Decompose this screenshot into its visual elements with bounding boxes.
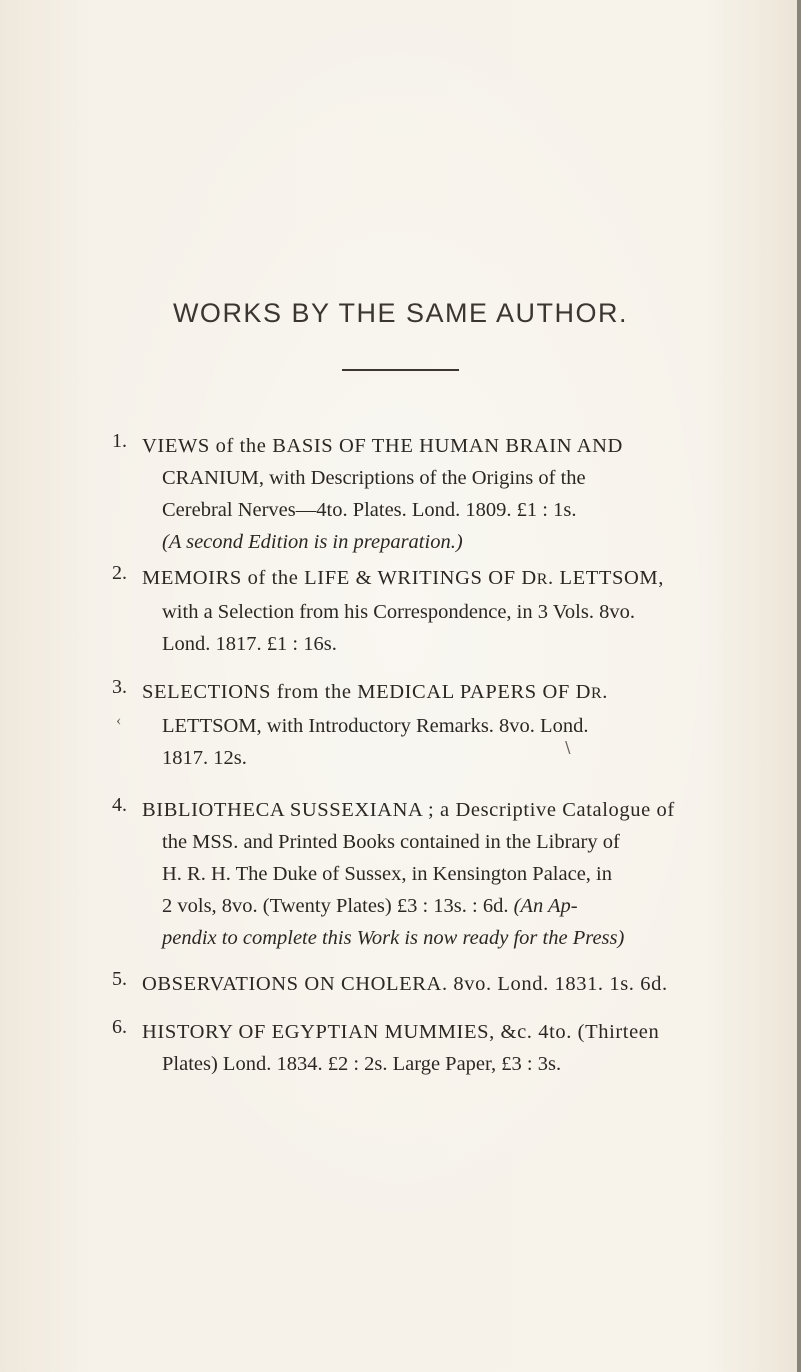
entry-text: . LETTSOM, [548, 567, 664, 589]
entry-text: R [591, 685, 603, 702]
entry-line [142, 890, 782, 922]
entry-line: LETTSOM, with Introductory Remarks. 8vo. Lond. [162, 715, 589, 737]
entry-note: pendix to complete this Work is now ready for the Press) [162, 927, 625, 949]
entry-line: BIBLIOTHECA SUSSEXIANA ; a Descriptive Catalogue of [142, 799, 675, 821]
entry-number: 2. [112, 562, 127, 584]
entry-text: MEMOIRS of the LIFE & WRITINGS OF D [142, 567, 537, 589]
entry-line: the MSS. and Printed Books contained in the Library of [162, 831, 620, 853]
entry-number: 1. [112, 430, 127, 452]
entry-line [142, 562, 782, 596]
page-heading: WORKS BY THE SAME AUTHOR. [172, 298, 629, 328]
entry-line: with a Selection from his Correspondence, in 3 Vols. 8vo. [162, 601, 635, 623]
entry-line: Cerebral Nerves—4to. Plates. Lond. 1809. £1 : 1s. [162, 499, 577, 521]
entry-line: 1817. 12s. [162, 747, 247, 769]
entry-number: 5. [112, 968, 127, 990]
work-entry-6 [112, 1016, 782, 1080]
work-entry-4 [112, 794, 782, 954]
entry-note: (An Ap- [513, 895, 578, 917]
entry-text: R [536, 571, 549, 588]
entry-line [142, 676, 782, 710]
entry-line: VIEWS of the BASIS OF THE HUMAN BRAIN AND [142, 435, 623, 457]
entry-text: 2 vols, 8vo. (Twenty Plates) £3 : 13s. : 6d. [162, 895, 509, 917]
entry-number: 4. [112, 794, 127, 816]
work-entry-1 [112, 430, 782, 558]
entry-text: SELECTIONS from the MEDICAL PAPERS OF D [142, 681, 591, 703]
entry-line: OBSERVATIONS ON CHOLERA. 8vo. Lond. 1831. 1s. 6d. [142, 973, 668, 995]
entry-line: HISTORY OF EGYPTIAN MUMMIES, &c. 4to. (Thirteen [142, 1021, 660, 1043]
work-entry-3 [112, 676, 782, 774]
entry-number: 3. [112, 676, 127, 698]
work-entry-5 [112, 968, 782, 1000]
entry-number: 6. [112, 1016, 127, 1038]
entry-line: CRANIUM, with Descriptions of the Origins of the [162, 467, 586, 489]
work-entry-2 [112, 562, 782, 660]
entry-note: (A second Edition is in preparation.) [162, 531, 463, 553]
entry-text: . [602, 681, 609, 703]
entry-line: Plates) Lond. 1834. £2 : 2s. Large Paper, £3 : 3s. [162, 1053, 562, 1075]
stray-mark: ∖ [562, 740, 573, 757]
entry-line: Lond. 1817. £1 : 16s. [162, 633, 337, 655]
margin-mark: ‹ [116, 712, 122, 729]
entry-line: H. R. H. The Duke of Sussex, in Kensington Palace, in [162, 863, 612, 885]
